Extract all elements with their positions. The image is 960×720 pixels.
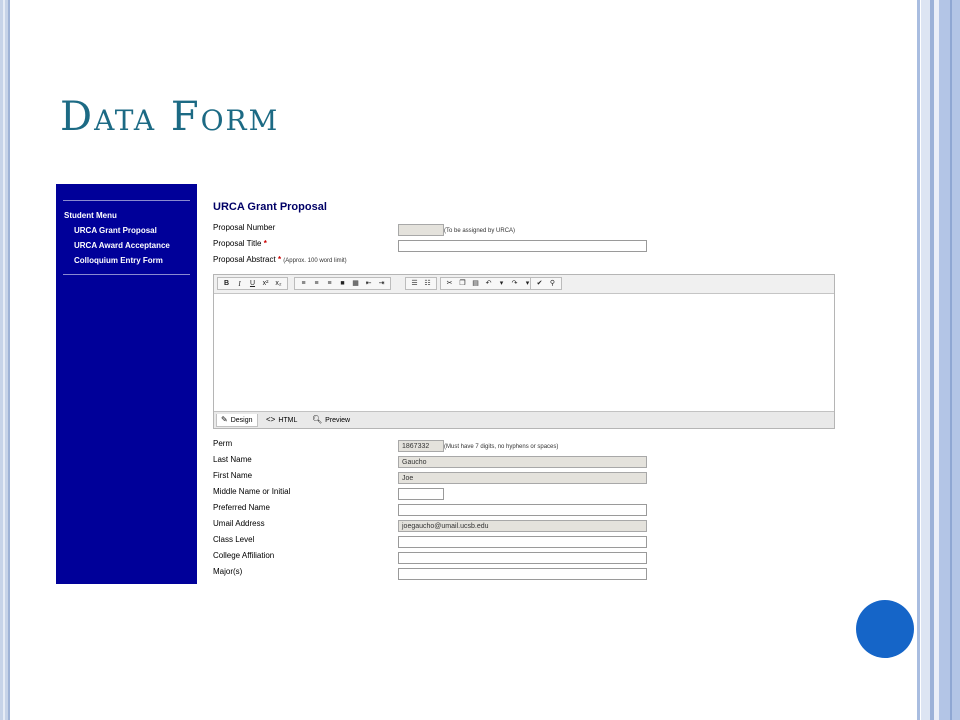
redo-dropdown-icon[interactable]: ▾: [525, 279, 530, 287]
perm-note: (Must have 7 digits, no hyphens or spaces): [444, 444, 559, 450]
proposal-title-label-text: Proposal Title: [213, 239, 262, 248]
tab-html-label: HTML: [278, 417, 298, 424]
proposal-abstract-label: [213, 255, 347, 264]
required-marker: *: [263, 239, 267, 248]
bold-icon[interactable]: B: [223, 279, 230, 287]
first-name-label: First Name: [213, 471, 253, 480]
majors-label: Major(s): [213, 567, 243, 576]
umail-label: Umail Address: [213, 519, 265, 528]
cut-icon[interactable]: ✂: [446, 279, 453, 287]
spellcheck-icon[interactable]: ✔: [536, 279, 543, 287]
slide-right-stripe: [917, 0, 920, 720]
umail-field[interactable]: joegaucho@umail.ucsb.edu: [398, 520, 647, 532]
preferred-name-label: Preferred Name: [213, 503, 270, 512]
align-left-icon[interactable]: ≡: [301, 279, 306, 287]
middle-name-label: Middle Name or Initial: [213, 487, 291, 496]
menu-divider: [63, 200, 190, 201]
perm-label: Perm: [213, 439, 233, 448]
required-marker: *: [277, 255, 282, 264]
slide-right-stripe: [950, 0, 952, 720]
last-name-field[interactable]: Gaucho: [398, 456, 647, 468]
proposal-title-field[interactable]: [398, 240, 647, 252]
menu-item-urca-grant-proposal[interactable]: URCA Grant Proposal: [74, 226, 157, 235]
menu-item-colloquium-entry-form[interactable]: Colloquium Entry Form: [74, 256, 163, 265]
tab-preview-label: Preview: [325, 417, 351, 424]
form-title: URCA Grant Proposal: [213, 201, 327, 213]
ordered-list-icon[interactable]: ☷: [424, 279, 431, 287]
tab-html[interactable]: [262, 414, 301, 426]
outdent-icon[interactable]: ⇤: [365, 279, 372, 287]
slide-title: Data Form: [60, 94, 280, 140]
toolbar-group-tools: [530, 277, 562, 290]
menu-title: Student Menu: [64, 211, 117, 220]
justify-icon[interactable]: ■: [340, 279, 345, 287]
menu-item-urca-award-acceptance[interactable]: URCA Award Acceptance: [74, 241, 170, 250]
college-affiliation-label: College Affiliation: [213, 551, 275, 560]
underline-icon[interactable]: U: [249, 279, 256, 287]
italic-icon[interactable]: I: [238, 279, 241, 288]
toolbar-group-format: [217, 277, 288, 290]
proposal-title-label: [213, 239, 267, 248]
abstract-hint: (Approx. 100 word limit): [283, 258, 347, 264]
align-center-icon[interactable]: ≡: [314, 279, 319, 287]
majors-field[interactable]: [398, 568, 647, 580]
first-name-field[interactable]: Joe: [398, 472, 647, 484]
last-name-label: Last Name: [213, 455, 252, 464]
magnifier-icon: 🔍︎: [312, 415, 323, 424]
paste-icon[interactable]: ▤: [472, 279, 479, 287]
tab-design[interactable]: [216, 414, 258, 427]
tab-preview[interactable]: [308, 414, 354, 426]
proposal-number-label: Proposal Number: [213, 223, 276, 232]
unordered-list-icon[interactable]: ☰: [411, 279, 418, 287]
abstract-rich-text-editor: [213, 274, 835, 429]
redo-icon[interactable]: ↷: [511, 279, 518, 287]
toolbar-group-lists: [405, 277, 437, 290]
copy-icon[interactable]: ❐: [459, 279, 466, 287]
toolbar-group-edit: [440, 277, 537, 290]
editor-mode-bar: [214, 411, 834, 428]
accent-circle: [856, 600, 914, 658]
perm-field[interactable]: 1867332: [398, 440, 444, 452]
superscript-icon[interactable]: x²: [262, 279, 269, 287]
table-icon[interactable]: ▦: [352, 279, 359, 287]
middle-name-field[interactable]: [398, 488, 444, 500]
tab-design-label: Design: [230, 417, 253, 424]
undo-icon[interactable]: ↶: [485, 279, 492, 287]
proposal-number-field[interactable]: [398, 224, 444, 236]
find-replace-icon[interactable]: ⚲: [549, 279, 556, 287]
college-affiliation-field[interactable]: [398, 552, 647, 564]
class-level-label: Class Level: [213, 535, 255, 544]
class-level-field[interactable]: [398, 536, 647, 548]
preferred-name-field[interactable]: [398, 504, 647, 516]
indent-icon[interactable]: ⇥: [378, 279, 385, 287]
slide-left-border: [0, 0, 10, 720]
undo-dropdown-icon[interactable]: ▾: [499, 279, 504, 287]
student-menu-sidebar: [56, 184, 197, 584]
toolbar-group-align: [294, 277, 391, 290]
menu-divider: [63, 274, 190, 275]
editor-content-area[interactable]: [214, 294, 834, 412]
subscript-icon[interactable]: x₂: [275, 279, 282, 287]
proposal-number-note: (To be assigned by URCA): [444, 228, 516, 234]
editor-toolbar: [214, 275, 834, 294]
proposal-abstract-label-text: Proposal Abstract: [213, 255, 276, 264]
pencil-icon: ✎: [221, 415, 228, 424]
align-right-icon[interactable]: ≡: [327, 279, 332, 287]
slide-right-stripe: [921, 0, 930, 720]
code-icon: <>: [266, 415, 276, 424]
